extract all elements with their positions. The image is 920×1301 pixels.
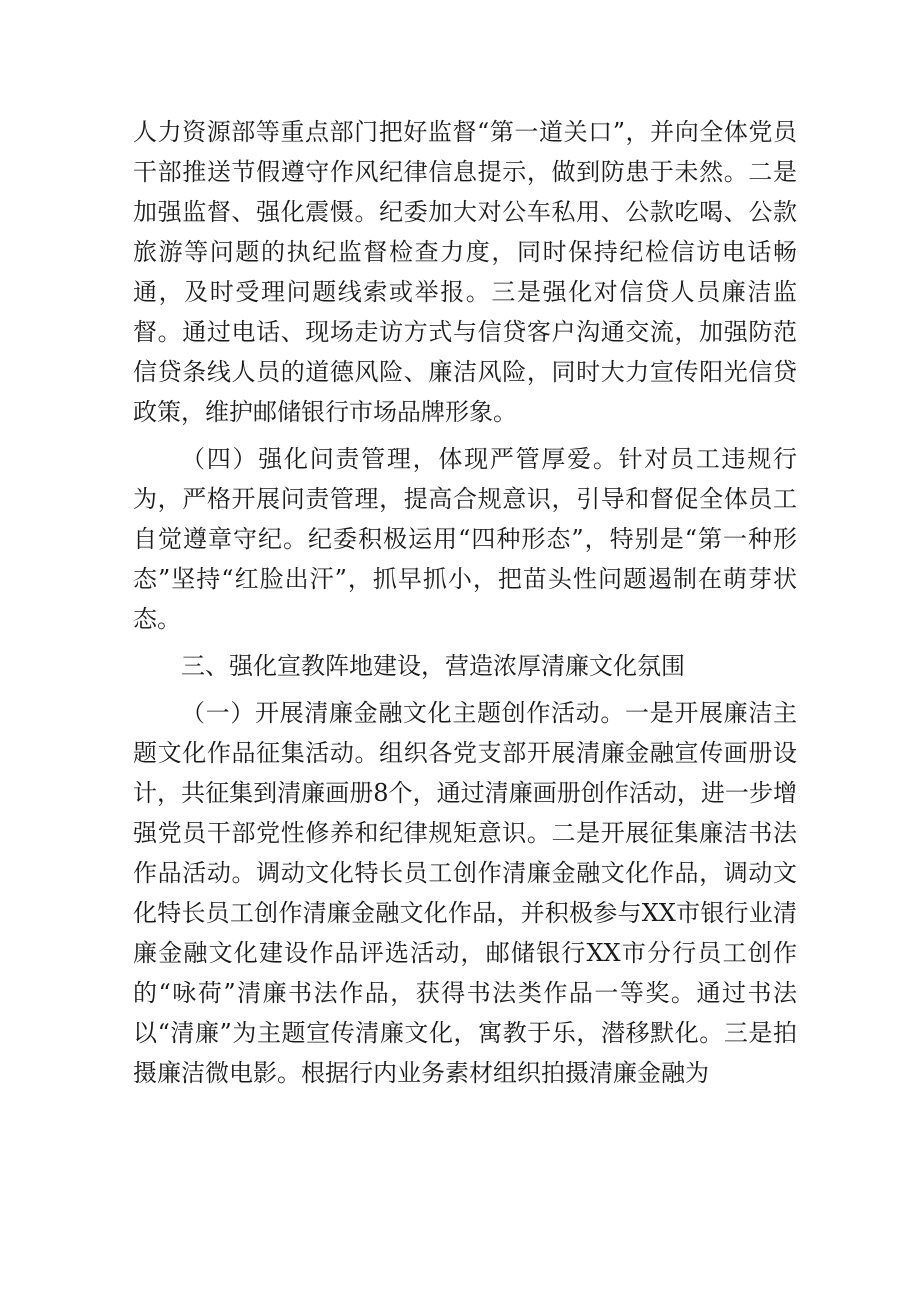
- paragraph-section-one: （一）开展清廉金融文化主题创作活动。一是开展廉洁主题文化作品征集活动。组织各党支部开展清廉金融宣传画册设计，共征集到清廉画册8个，通过清廉画册创作活动，进一步增强党员干部党性修养和纪律规矩意识。二是开展征集廉洁书法作品活动。调动文化特长员工创作清廉金融文化作品，调动文化特长员工创作清廉金融文化作品，并积极参与XX市银行业清廉金融文化建设作品评选活动，邮储银行XX市分行员工创作的“咏荷”清廉书法作品，获得书法类作品一等奖。通过书法以“清廉”为主题宣传清廉文化，寓教于乐，潜移默化。三是拍摄廉洁微电影。根据行内业务素材组织拍摄清廉金融为: [133, 699, 797, 1087]
- paragraph-continued: 人力资源部等重点部门把好监督“第一道关口”，并向全体党员干部推送节假遵守作风纪律信息提示，做到防患于未然。二是加强监督、强化震慑。纪委加大对公车私用、公款吃喝、公款旅游等问题的执纪监督检查力度，同时保持纪检信访电话畅通，及时受理问题线索或举报。三是强化对信贷人员廉洁监督。通过电话、现场走访方式与信贷客户沟通交流，加强防范信贷条线人员的道德风险、廉洁风险，同时大力宣传阳光信贷政策，维护邮储银行市场品牌形象。: [133, 118, 797, 426]
- paragraph-section-four: （四）强化问责管理，体现严管厚爱。针对员工违规行为，严格开展问责管理，提高合规意识，引导和督促全体员工自觉遵章守纪。纪委积极运用“四种形态”，特别是“第一种形态”坚持“红脸出汗”，抓早抓小，把苗头性问题遏制在萌芽状态。: [133, 445, 797, 633]
- section-heading-three: 三、强化宣教阵地建设，营造浓厚清廉文化氛围: [181, 652, 685, 680]
- document-body: [133, 112, 797, 1093]
